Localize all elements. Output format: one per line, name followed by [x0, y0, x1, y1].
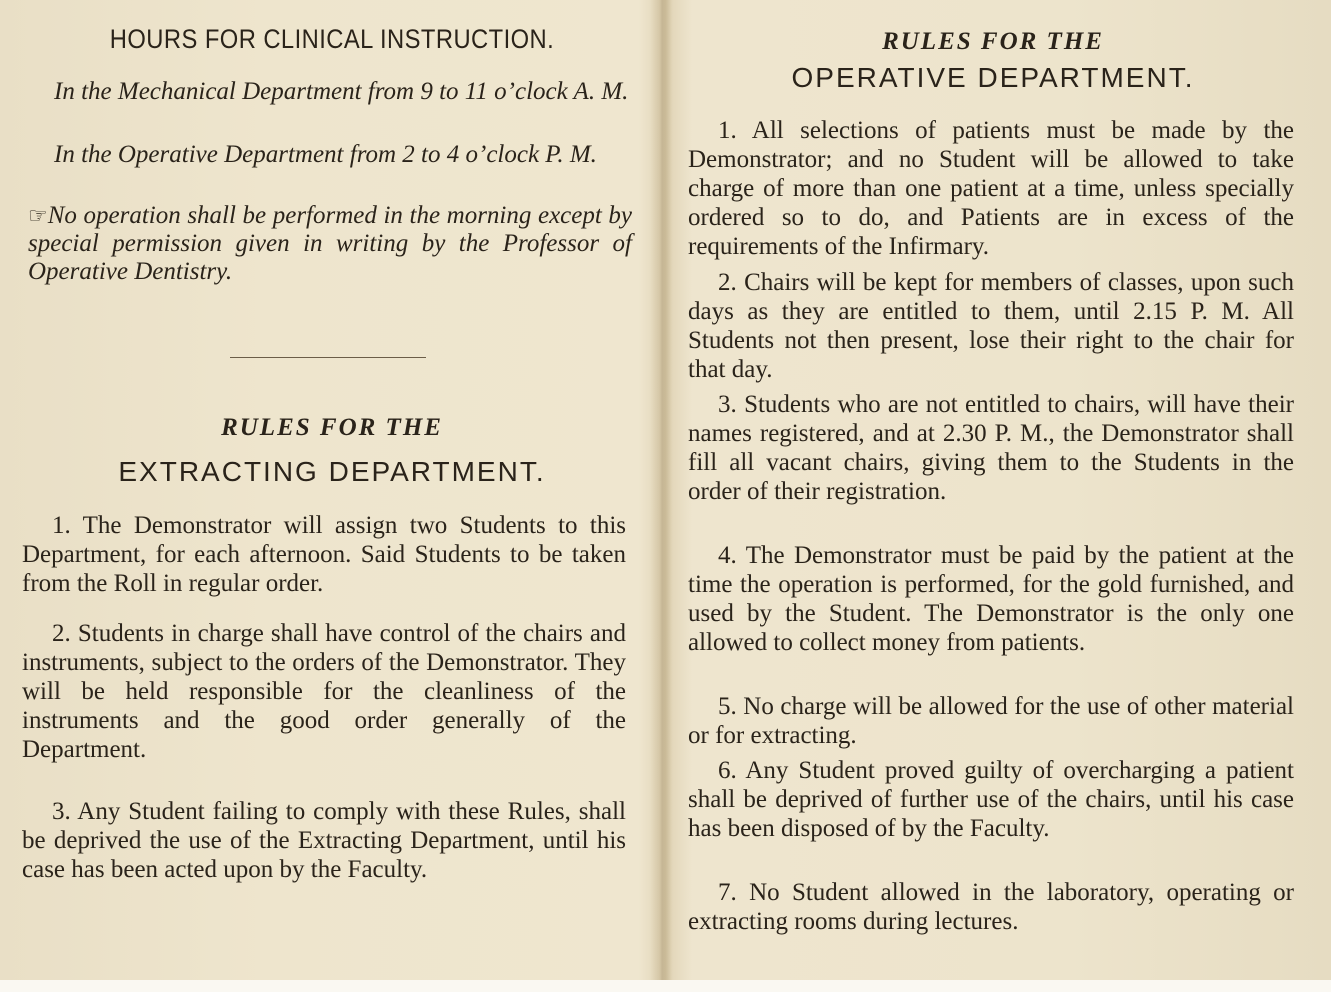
- operative-rule-1: 1. All selections of patients must be made by the Demonstrator; and no Student will be allowed to take charge of more than one patient at a time, unless specially ordered so to do, and Patients are in excess of the requirements of the Infirmary.: [688, 117, 1294, 260]
- center-fold: [650, 0, 672, 980]
- extracting-rule-3: 3. Any Student failing to comply with these Rules, shall be deprived the use of the Extracting Department, until his case has been acted upon by the Faculty.: [22, 798, 626, 883]
- special-permission-notice: [28, 202, 632, 286]
- operative-rule-6: 6. Any Student proved guilty of overcharging a patient shall be deprived of further use of the chairs, until his case has been disposed of by the Faculty.: [688, 757, 1294, 842]
- hours-title: HOURS FOR CLINICAL INSTRUCTION.: [109, 24, 555, 54]
- operative-rule-4: 4. The Demonstrator must be paid by the patient at the time the operation is performed, for the gold furnished, and used by the Student. The Demonstrator is the only one allowed to collect money from patients.: [688, 542, 1294, 656]
- extracting-heading: EXTRACTING DEPARTMENT.: [118, 456, 546, 487]
- operative-rule-3: 3. Students who are not entitled to chairs, will have their names registered, and at 2.30 P. M., the Demonstrator shall fill all vacant chairs, giving them to the Students in the order of their registration.: [688, 391, 1294, 505]
- notice-text: No operation shall be performed in the morning except by special permission given in writing by the Professor of Operative Dentistry.: [28, 202, 632, 285]
- operative-heading: OPERATIVE DEPARTMENT.: [791, 62, 1195, 93]
- operative-rule-2: 2. Chairs will be kept for members of classes, upon such days as they are entitled to them, until 2.15 P. M. All Students not then present, lose their right to the chair for that day.: [688, 269, 1294, 383]
- extracting-rule-1: 1. The Demonstrator will assign two Students to this Department, for each afternoon. Said Students to be taken from the Roll in regular order.: [22, 512, 626, 597]
- operative-hours: In the Operative Department from 2 to 4 o’clock P. M.: [54, 141, 597, 168]
- extracting-heading-small: RULES FOR THE: [221, 414, 443, 441]
- mechanical-hours: In the Mechanical Department from 9 to 11 o’clock A. M.: [54, 78, 629, 105]
- pointing-hand-icon: ☞: [28, 203, 48, 228]
- section-divider: [230, 357, 426, 358]
- operative-rule-7: 7. No Student allowed in the laboratory, operating or extracting rooms during lectures.: [688, 879, 1294, 935]
- extracting-rule-2: 2. Students in charge shall have control of the chairs and instruments, subject to the orders of the Demonstrator. They will be held responsible for the cleanliness of the instruments and the good order generally of the Department.: [22, 620, 626, 763]
- operative-heading-small: RULES FOR THE: [882, 28, 1104, 55]
- operative-rule-5: 5. No charge will be allowed for the use of other material or for extracting.: [688, 693, 1294, 749]
